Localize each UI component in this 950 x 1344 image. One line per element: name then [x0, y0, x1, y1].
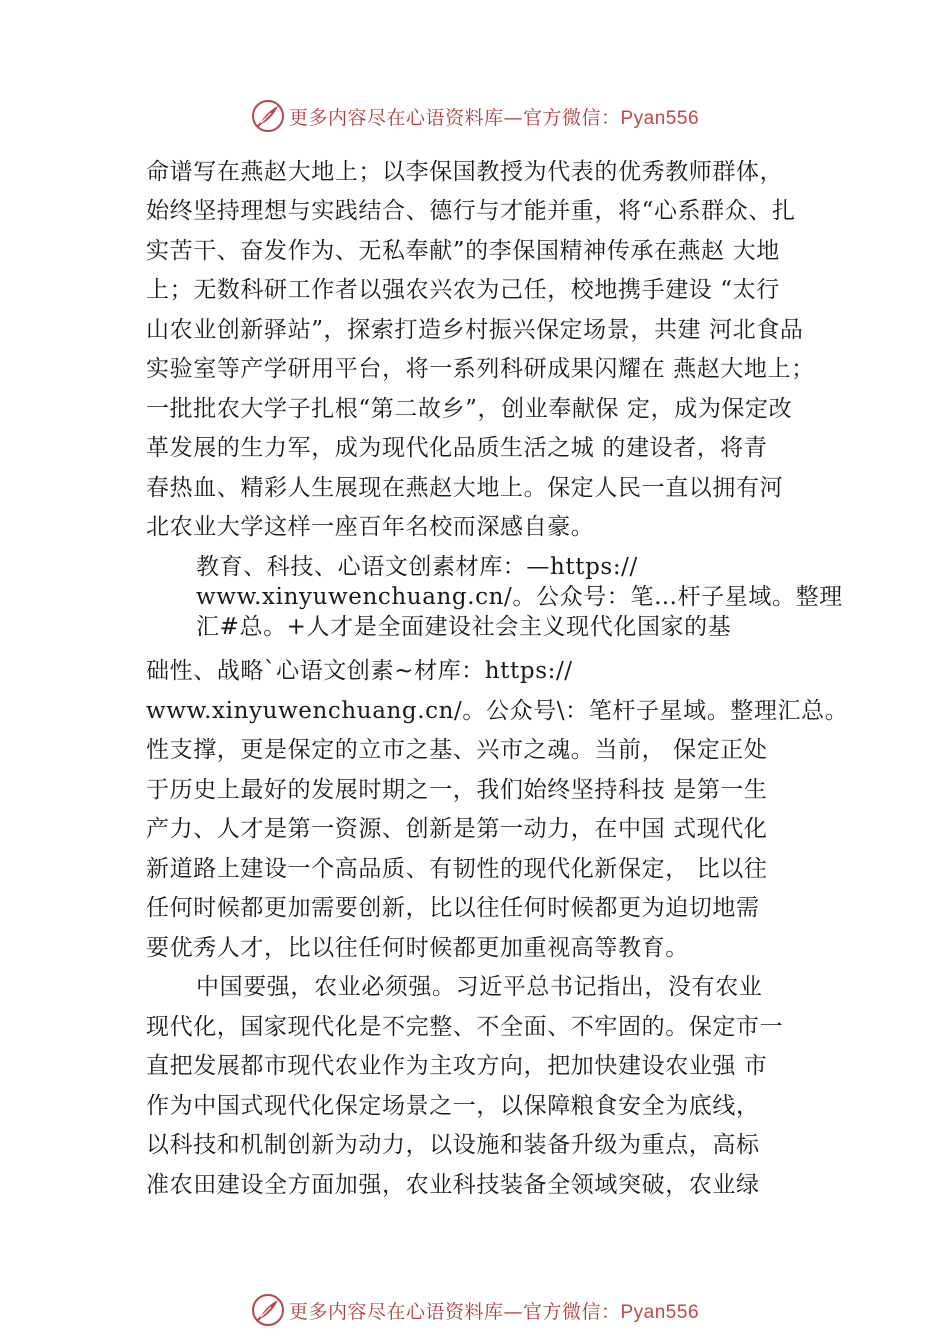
quill-pen-logo-icon [251, 1293, 285, 1327]
text-line: www.xinyuwenchuang.cn/。公众号\：笔杆子星域。整理汇总。 [146, 698, 849, 724]
footer-banner [0, 1290, 950, 1330]
text-line: 上；无数科研工作者以强农兴农为己任，校地携手建设 “太行 [146, 277, 780, 303]
text-line: www.xinyuwenchuang.cn/。公众号：笔…杆子星域。整理 [196, 584, 843, 610]
text-line: 以科技和机制创新为动力，以设施和装备升级为重点，高标 [146, 1132, 760, 1158]
text-line: 任何时候都更加需要创新，比以往任何时候都更为迫切地需 [146, 895, 760, 921]
text-line: 春热血、精彩人生展现在燕赵大地上。保定人民一直以拥有河 [146, 475, 784, 501]
text-line: 新道路上建设一个高品质、有韧性的现代化新保定， 比以往 [146, 856, 768, 882]
text-line: 准农田建设全方面加强，农业科技装备全领域突破，农业绿 [146, 1172, 760, 1198]
footer-banner-title: 更多内容尽在心语资料库—官方微信： [288, 1300, 621, 1323]
header-wechat-id: Pyan556 [620, 107, 700, 129]
text-line: 始终坚持理想与实践结合、德行与才能并重，将“心系群众、扎 [146, 198, 796, 224]
text-line: 要优秀人才，比以往任何时候都更加重视高等教育。 [146, 935, 689, 961]
text-line: 山农业创新驿站”，探索打造乡村振兴保定场景，共建 河北食品 [146, 317, 804, 343]
text-line: 性支撑，更是保定的立市之基、兴市之魂。当前， 保定正处 [146, 737, 768, 763]
text-line: 产力、人才是第一资源、创新是第一动力，在中国 式现代化 [146, 816, 768, 842]
footer-banner-text [289, 1297, 699, 1324]
text-line: 中国要强，农业必须强。习近平总书记指出，没有农业 [196, 974, 763, 1000]
header-banner-title: 更多内容尽在心语资料库—官方微信： [288, 106, 621, 129]
text-line: 汇#总。+人才是全面建设社会主义现代化国家的基 [196, 614, 732, 640]
text-line: 实苦干、奋发作为、无私奉献”的李保国精神传承在燕赵 大地 [146, 238, 780, 264]
text-line: 直把发展都市现代农业作为主攻方向，把加快建设农业强 市 [146, 1053, 768, 1079]
text-line: 命谱写在燕赵大地上；以李保国教授为代表的优秀教师群体， [146, 159, 784, 185]
text-line: 北农业大学这样一座百年名校而深感自豪。 [146, 514, 595, 540]
text-line: 实验室等产学研用平台，将一系列科研成果闪耀在 燕赵大地上； [146, 356, 815, 382]
text-line: 教育、科技、心语文创素材库：—https:// [196, 554, 638, 580]
text-line: 作为中国式现代化保定场景之一，以保障粮食安全为底线， [146, 1093, 760, 1119]
text-line: 于历史上最好的发展时期之一，我们始终坚持科技 是第一生 [146, 777, 768, 803]
text-line: 一批批农大学子扎根“第二故乡”，创业奉献保 定，成为保定改 [146, 396, 793, 422]
text-line: 革发展的生力军，成为现代化品质生活之城 的建设者，将青 [146, 435, 768, 461]
text-line: 现代化，国家现代化是不完整、不全面、不牢固的。保定市一 [146, 1014, 784, 1040]
footer-wechat-id: Pyan556 [620, 1301, 700, 1323]
text-line: 础性、战略`心语文创素~材库：https:// [146, 658, 573, 684]
